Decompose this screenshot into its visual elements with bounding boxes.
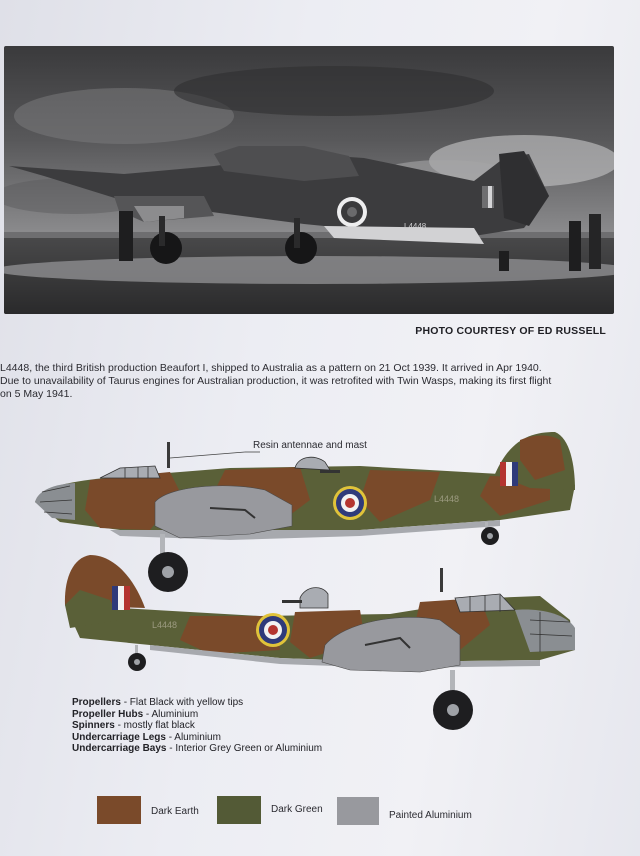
caption-line: on 5 May 1941. bbox=[0, 388, 73, 400]
swatch-label: Dark Earth bbox=[151, 806, 199, 817]
note-line: Spinners - mostly flat black bbox=[72, 720, 195, 731]
top-serial: L4448 bbox=[434, 494, 460, 504]
photo-serial: L4448 bbox=[404, 222, 427, 231]
swatch-label: Painted Aluminium bbox=[389, 810, 472, 821]
note-line: Undercarriage Bays - Interior Grey Green or Aluminium bbox=[72, 743, 323, 754]
antenna-callout: Resin antennae and mast bbox=[253, 440, 367, 451]
note-line: Undercarriage Legs - Aluminium bbox=[72, 731, 221, 743]
swatch-painted-aluminium bbox=[337, 797, 379, 825]
swatch-label: Dark Green bbox=[271, 804, 323, 815]
swatch-dark-green bbox=[217, 796, 261, 824]
history-caption bbox=[0, 362, 610, 401]
note-line: Propeller Hubs - Aluminium bbox=[72, 708, 199, 720]
painting-notes bbox=[72, 697, 322, 755]
note-line: Propellers - Flat Black with yellow tips bbox=[72, 697, 244, 708]
historical-photo bbox=[4, 46, 614, 314]
bottom-serial: L4448 bbox=[152, 620, 178, 630]
caption-line: Due to unavailability of Taurus engines for Australian production, it was retrofited with Twin Wasps, making its first flight bbox=[0, 375, 552, 387]
caption-line: L4448, the third British production Beaufort I, shipped to Australia as a pattern on 21 Oct 1939. It arrived in Apr 1940. bbox=[0, 362, 542, 374]
photo-credit: PHOTO COURTESY OF ED RUSSELL bbox=[415, 325, 606, 337]
swatch-dark-earth bbox=[97, 796, 141, 824]
